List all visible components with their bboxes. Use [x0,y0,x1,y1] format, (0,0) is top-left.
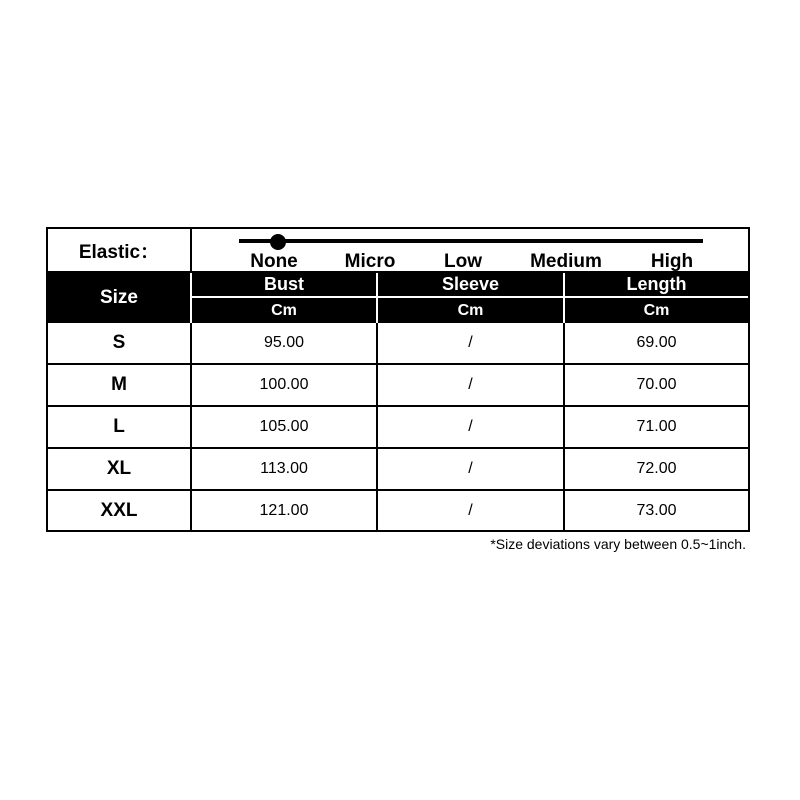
sleeve-cell: / [378,365,565,405]
elastic-label: Elastic： [48,229,192,271]
column-header-bust: Bust [192,273,378,298]
table-body [48,323,748,530]
elastic-scale-line [239,239,703,243]
length-cell: 70.00 [636,376,677,393]
elastic-level-low: Low [444,251,482,272]
size-deviation-note: *Size deviations vary between 0.5~1inch. [490,536,746,552]
size-cell: S [48,323,192,363]
unit-sleeve: Cm [378,298,565,323]
table-row [48,323,748,365]
elastic-level-micro: Micro [344,251,396,272]
table-row [48,449,748,491]
length-cell: 71.00 [636,418,677,435]
bust-cell: 121.00 [192,491,378,530]
column-header-sleeve: Sleeve [378,273,565,298]
elastic-scale-marker [270,234,286,250]
size-cell: XXL [48,491,192,530]
length-cell: 72.00 [636,460,677,477]
size-cell: L [48,407,192,447]
size-header: Size [48,273,192,323]
elastic-level-high: High [650,251,694,272]
bust-cell: 95.00 [192,323,378,363]
length-cell: 69.00 [636,334,677,351]
table-row [48,365,748,407]
size-chart [46,227,750,532]
unit-length: Cm [565,298,748,323]
size-cell: M [48,365,192,405]
length-cell: 73.00 [636,501,677,519]
bust-cell: 113.00 [192,449,378,489]
elastic-level-medium: Medium [530,251,602,272]
elastic-level-none: None [250,251,298,272]
table-row [48,491,748,530]
sleeve-cell: / [378,449,565,489]
unit-bust: Cm [192,298,378,323]
column-header-length: Length [565,273,748,298]
elastic-row [48,229,748,273]
bust-cell: 100.00 [192,365,378,405]
sleeve-cell: / [378,491,565,530]
size-cell: XL [48,449,192,489]
bust-cell: 105.00 [192,407,378,447]
table-row [48,407,748,449]
sleeve-cell: / [378,323,565,363]
sleeve-cell: / [378,407,565,447]
